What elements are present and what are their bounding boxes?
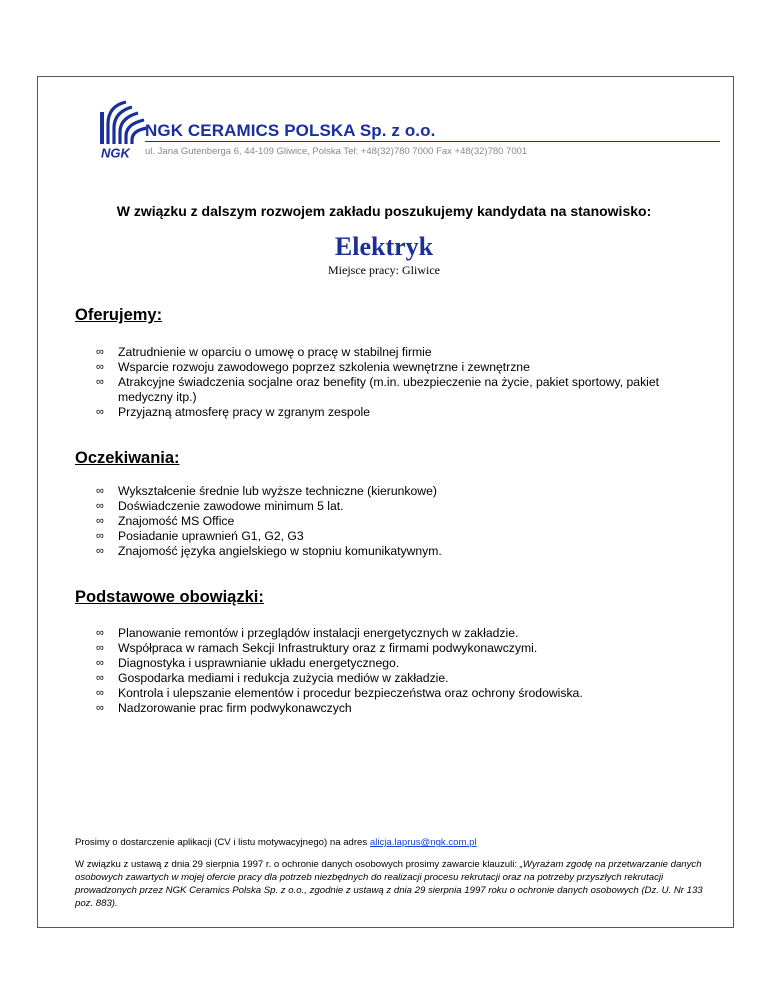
list-item-text: Zatrudnienie w oparciu o umowę o pracę w stabilnej firmie <box>118 345 432 359</box>
bullet-icon: ∞ <box>96 657 104 669</box>
bullet-icon: ∞ <box>96 672 104 684</box>
list-item <box>96 345 696 360</box>
list-item <box>96 484 696 499</box>
requirements-list <box>96 484 696 559</box>
offer-list <box>96 345 696 420</box>
list-item <box>96 499 696 514</box>
list-item-text: Nadzorowanie prac firm podwykonawczych <box>118 701 352 715</box>
list-item <box>96 405 696 420</box>
list-item-text: Posiadanie uprawnień G1, G2, G3 <box>118 529 304 543</box>
list-item-text: Wykształcenie średnie lub wyższe techniczne (kierunkowe) <box>118 484 437 498</box>
contact-line <box>75 837 477 848</box>
list-item-text: Znajomość MS Office <box>118 514 235 528</box>
clause-text: W związku z ustawą z dnia 29 sierpnia 1997 r. o ochronie danych osobowych prosimy zawarcie klauzuli: <box>75 859 520 870</box>
list-item <box>96 360 696 375</box>
list-item-text: Doświadczenie zawodowe minimum 5 lat. <box>118 499 344 513</box>
offer-heading: Oferujemy: <box>75 306 163 324</box>
list-item <box>96 656 696 671</box>
bullet-icon: ∞ <box>96 515 104 527</box>
bullet-icon: ∞ <box>96 346 104 358</box>
bullet-icon: ∞ <box>96 485 104 497</box>
list-item-text: Atrakcyjne świadczenia socjalne oraz benefity (m.in. ubezpieczenie na życie, pakiet sportowy, pakiet medyczny itp.) <box>118 375 660 404</box>
list-item <box>96 375 696 405</box>
list-item-text: Przyjazną atmosferę pracy w zgranym zespole <box>118 405 370 419</box>
bullet-icon: ∞ <box>96 530 104 542</box>
duties-list <box>96 626 696 716</box>
bullet-icon: ∞ <box>96 500 104 512</box>
ngk-wordmark <box>101 146 141 159</box>
company-name: NGK CERAMICS POLSKA Sp. z o.o. <box>145 121 436 140</box>
intro-text: W związku z dalszym rozwojem zakładu poszukujemy kandydata na stanowisko: <box>116 203 652 219</box>
bullet-icon: ∞ <box>96 361 104 373</box>
bullet-icon: ∞ <box>96 545 104 557</box>
bullet-icon: ∞ <box>96 642 104 654</box>
company-address: ul. Jana Gutenberga 6, 44-109 Gliwice, Polska Tel: +48(32)780 7000 Fax +48(32)780 7001 <box>145 146 528 157</box>
list-item <box>96 529 696 544</box>
job-title: Elektryk <box>334 232 434 261</box>
list-item-text: Planowanie remontów i przeglądów instalacji energetycznych w zakładzie. <box>118 626 519 640</box>
bullet-icon: ∞ <box>96 406 104 418</box>
list-item-text: Gospodarka mediami i redukcja zużycia mediów w zakładzie. <box>118 671 449 685</box>
list-item-text: Wsparcie rozwoju zawodowego poprzez szkolenia wewnętrzne i zewnętrzne <box>118 360 530 374</box>
bullet-icon: ∞ <box>96 702 104 714</box>
bullet-icon: ∞ <box>96 376 104 388</box>
job-location: Miejsce pracy: Gliwice <box>328 263 440 277</box>
list-item <box>96 641 696 656</box>
list-item <box>96 626 696 641</box>
list-item-text: Kontrola i ulepszanie elementów i procedur bezpieczeństwa oraz ochrony środowiska. <box>118 686 583 700</box>
list-item-text: Diagnostyka i usprawnianie układu energetycznego. <box>118 656 400 670</box>
list-item <box>96 701 696 716</box>
list-item <box>96 686 696 701</box>
bullet-icon: ∞ <box>96 687 104 699</box>
gdpr-clause <box>75 858 715 910</box>
contact-text: Prosimy o dostarczenie aplikacji (CV i listu motywacyjnego) na adres <box>75 837 370 848</box>
ngk-logo-icon <box>100 100 148 144</box>
list-item <box>96 514 696 529</box>
list-item-text: Znajomość języka angielskiego w stopniu komunikatywnym. <box>118 544 442 558</box>
bullet-icon: ∞ <box>96 627 104 639</box>
svg-text:NGK: NGK <box>101 146 130 159</box>
list-item <box>96 671 696 686</box>
requirements-heading: Oczekiwania: <box>75 449 180 467</box>
list-item <box>96 544 696 559</box>
contact-email-link[interactable]: alicja.laprus@ngk.com.pl <box>369 837 477 848</box>
clause-quote: „Wyrażam zgodę na przetwarzanie danych osobowych zawartych w mojej ofercie pracy dla potrzeb niezbędnych do realizacji procesu rekrutacji oraz na potrzeby przyszłych rekrutacji prowadzonych przez NGK Ceramics Polska Sp. z o.o., zgodnie z ustawą z dnia 29 sierpnia 1997 roku o ochronie danych osobowych (Dz. U. Nr 133 poz. 883). <box>75 859 703 909</box>
list-item-text: Współpraca w ramach Sekcji Infrastruktury oraz z firmami podwykonawczymi. <box>118 641 538 655</box>
duties-heading: Podstawowe obowiązki: <box>75 588 264 606</box>
header-rule <box>145 141 720 142</box>
